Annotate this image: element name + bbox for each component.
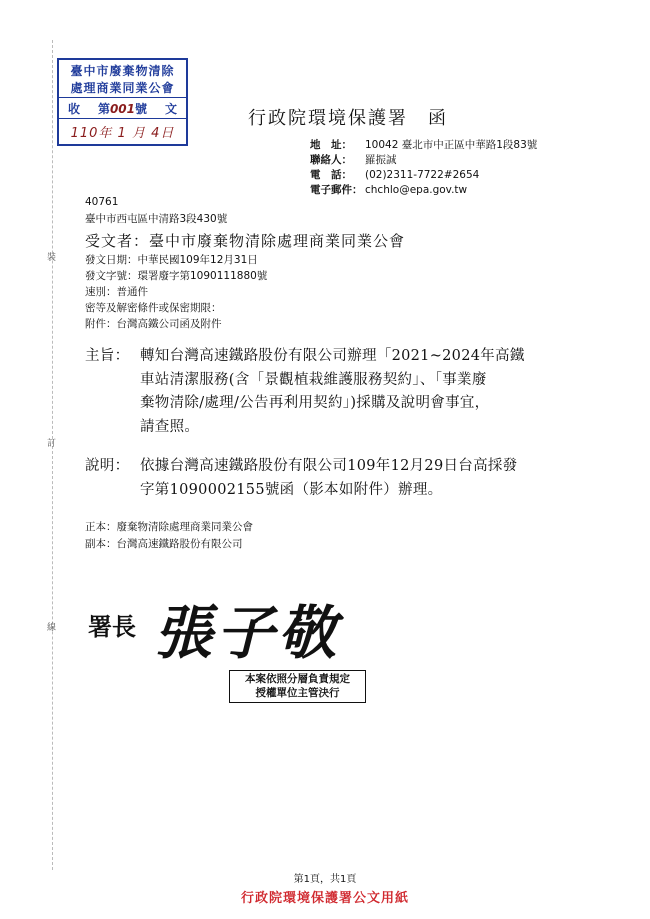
- stamp-doc: 文: [164, 102, 177, 116]
- delegation-stamp: [229, 670, 366, 703]
- issue-date: 發文日期：中華民國109年12月31日: [85, 254, 258, 266]
- recipient-zip: 40761: [85, 196, 119, 208]
- stamp-divider: [59, 97, 186, 98]
- subject-line: 請查照。: [140, 418, 200, 435]
- secrecy: 密等及解密條件或保密期限：: [85, 302, 222, 314]
- contact-email-value: chchlo@epa.gov.tw: [365, 184, 468, 196]
- signature-title: 署長: [88, 612, 136, 641]
- subject-body: [140, 345, 585, 439]
- explanation-line: 字第1090002155號函（影本如附件）辦理。: [140, 481, 443, 498]
- form-footer: 行政院環境保護署公文用紙: [240, 891, 409, 906]
- contact-phone-value: (02)2311-7722#2654: [365, 169, 480, 181]
- delegation-line2: 授權單位主管決行: [255, 687, 340, 699]
- recipient: 受文者：臺中市廢棄物清除處理商業同業公會: [85, 232, 406, 250]
- copy-recipient: 副本：台灣高速鐵路股份有限公司: [85, 538, 243, 550]
- stamp-number-prefix: 第: [97, 102, 110, 116]
- explanation-line: 依據台灣高速鐵路股份有限公司109年12月29日台高採發: [140, 458, 518, 474]
- stamp-number-row: [59, 100, 186, 117]
- binding-line: [52, 40, 53, 870]
- subject-label: 主旨：: [85, 348, 130, 364]
- page-number: 第1頁，共1頁: [293, 874, 357, 885]
- stamp-org-line1: 臺中市廢棄物清除: [70, 64, 175, 78]
- stamp-number-group: [98, 100, 147, 117]
- contact-address-label: 地 址：: [310, 139, 352, 151]
- contact-email-label: 電子郵件：: [310, 184, 363, 196]
- recipient-address: 臺中市西屯區中清路3段430號: [85, 213, 228, 225]
- contact-person: [310, 152, 397, 167]
- stamp-date: 110年 1 月 4日: [70, 126, 175, 141]
- binding-mark-zhuang: 裝: [47, 253, 57, 263]
- receipt-stamp: [57, 58, 188, 146]
- contact-phone: [310, 167, 479, 182]
- subject-line: 棄物清除/處理/公告再利用契約」)採購及說明會事宜，: [140, 395, 490, 411]
- speed: 速別：普通件: [85, 286, 148, 298]
- issue-number: 發文字號：環署廢字第1090111880號: [85, 270, 268, 282]
- original-recipient: 正本：廢棄物清除處理商業同業公會: [85, 521, 253, 533]
- attachment: 附件：台灣高鐵公司函及附件: [85, 318, 222, 330]
- contact-email: [310, 182, 467, 197]
- binding-mark-ding: 訂: [47, 439, 57, 449]
- contact-address: [310, 137, 537, 152]
- stamp-org-line2: 處理商業同業公會: [70, 81, 175, 95]
- agency-title: 行政院環境保護署 函: [248, 108, 448, 129]
- signature-graphic: [86, 585, 376, 670]
- delegation-line1: 本案依照分層負責規定: [245, 673, 350, 685]
- binding-mark-xian: 線: [47, 623, 57, 633]
- explanation-label: 說明：: [85, 458, 130, 474]
- explanation-body: [140, 455, 585, 502]
- stamp-number-suffix: 號: [135, 102, 148, 116]
- stamp-recv: 收: [67, 102, 80, 116]
- signature-name: 張子敬: [154, 599, 341, 667]
- signature: [86, 585, 376, 670]
- contact-person-value: 羅振誠: [365, 154, 397, 166]
- stamp-number: 001: [109, 102, 136, 116]
- contact-person-label: 聯絡人：: [310, 154, 352, 166]
- contact-address-value: 10042 臺北市中正區中華路1段83號: [365, 139, 538, 151]
- stamp-divider: [59, 118, 186, 119]
- contact-phone-label: 電 話：: [310, 169, 352, 181]
- subject-line: 車站清潔服務(含「景觀植栽維護服務契約」、「事業廢: [140, 371, 487, 388]
- subject-line: 轉知台灣高速鐵路股份有限公司辦理「2021~2024年高鐵: [140, 348, 525, 364]
